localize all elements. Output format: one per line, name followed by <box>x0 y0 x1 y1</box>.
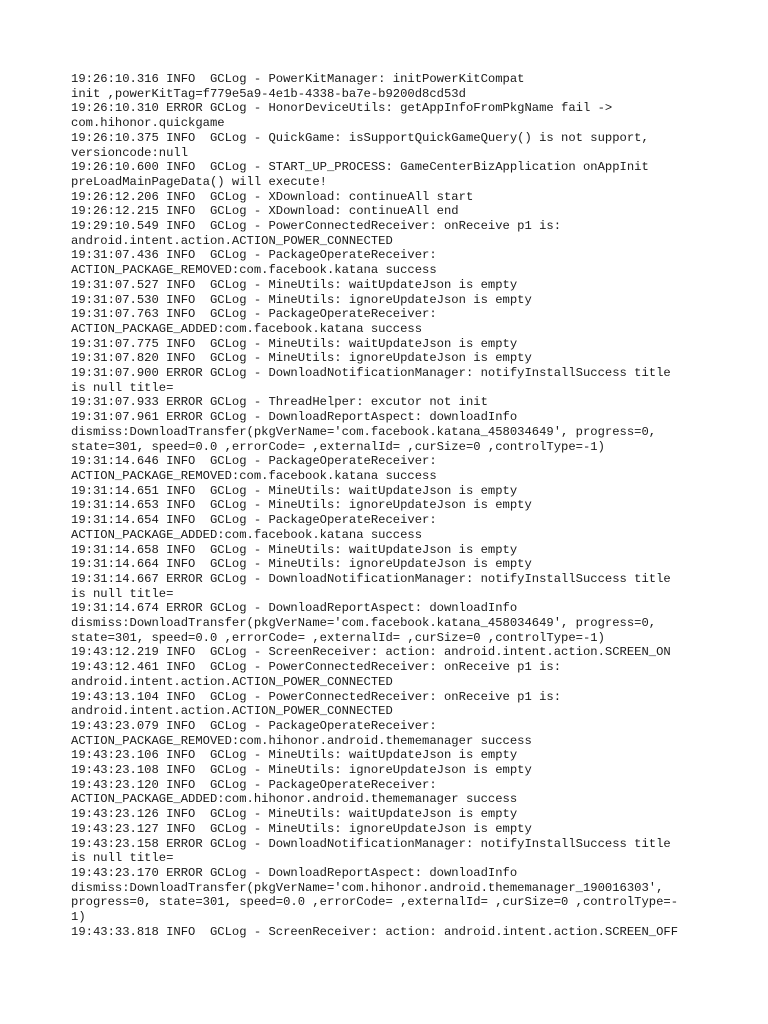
log-line: 19:26:10.316 INFO GCLog - PowerKitManager: initPowerKitCompat <box>71 72 525 86</box>
log-line: 19:43:13.104 INFO GCLog - PowerConnectedReceiver: onReceive p1 is: <box>71 689 562 704</box>
log-line: ACTION_PACKAGE_REMOVED:com.facebook.katana success <box>71 263 437 278</box>
log-line: 19:43:23.120 INFO GCLog - PackageOperateReceiver: <box>71 777 437 792</box>
log-line: 19:31:07.527 INFO GCLog - MineUtils: waitUpdateJson is empty <box>71 277 518 292</box>
log-line: 19:43:23.106 INFO GCLog - MineUtils: waitUpdateJson is empty <box>71 748 518 763</box>
log-line: 19:43:12.461 INFO GCLog - PowerConnectedReceiver: onReceive p1 is: <box>71 660 562 675</box>
log-line: 19:31:07.530 INFO GCLog - MineUtils: ignoreUpdateJson is empty <box>71 292 532 307</box>
log-line: 19:31:07.961 ERROR GCLog - DownloadReportAspect: downloadInfo <box>71 410 518 425</box>
log-line: 19:31:07.900 ERROR GCLog - DownloadNotificationManager: notifyInstallSuccess title <box>71 366 671 381</box>
log-line: 19:31:07.775 INFO GCLog - MineUtils: waitUpdateJson is empty <box>71 336 518 351</box>
log-line: is null title= <box>71 380 174 395</box>
log-line: 19:43:23.158 ERROR GCLog - DownloadNotificationManager: notifyInstallSuccess title <box>71 836 671 851</box>
log-line: 19:43:12.219 INFO GCLog - ScreenReceiver: action: android.intent.action.SCREEN_ON <box>71 645 671 660</box>
log-line: 19:43:23.126 INFO GCLog - MineUtils: waitUpdateJson is empty <box>71 807 518 822</box>
log-line: 19:31:07.763 INFO GCLog - PackageOperateReceiver: <box>71 307 437 322</box>
log-line: 19:26:10.375 INFO GCLog - QuickGame: isSupportQuickGameQuery() is not support, <box>71 130 649 145</box>
log-line: android.intent.action.ACTION_POWER_CONNECTED <box>71 704 393 719</box>
log-line: 19:31:14.653 INFO GCLog - MineUtils: ignoreUpdateJson is empty <box>71 498 532 513</box>
log-line: 19:26:12.215 INFO GCLog - XDownload: continueAll end <box>71 204 459 219</box>
log-line: dismiss:DownloadTransfer(pkgVerName='com.facebook.katana_458034649', progress=0, <box>71 616 657 631</box>
log-line: 19:31:14.651 INFO GCLog - MineUtils: waitUpdateJson is empty <box>71 483 518 498</box>
log-line: 19:43:33.818 INFO GCLog - ScreenReceiver: action: android.intent.action.SCREEN_OFF <box>71 924 679 939</box>
log-line: 19:31:14.658 INFO GCLog - MineUtils: waitUpdateJson is empty <box>71 542 518 557</box>
log-line: ACTION_PACKAGE_ADDED:com.facebook.katana success <box>71 321 423 336</box>
log-line: 1) <box>71 910 86 925</box>
log-line: ACTION_PACKAGE_REMOVED:com.hihonor.android.thememanager success <box>71 733 532 748</box>
log-line: 19:31:14.674 ERROR GCLog - DownloadReportAspect: downloadInfo <box>71 601 518 616</box>
log-text <box>71 72 701 939</box>
log-line: dismiss:DownloadTransfer(pkgVerName='com.facebook.katana_458034649', progress=0, <box>71 424 657 439</box>
log-line: 19:26:10.310 ERROR GCLog - HonorDeviceUtils: getAppInfoFromPkgName fail -> <box>71 101 613 116</box>
log-line: progress=0, state=301, speed=0.0 ,errorCode= ,externalId= ,curSize=0 ,controlType=- <box>71 895 679 910</box>
log-line: preLoadMainPageData() will execute! <box>71 174 327 189</box>
log-line: 19:26:12.206 INFO GCLog - XDownload: continueAll start <box>71 189 474 204</box>
log-line: init ,powerKitTag=f779e5a9-4e1b-4338-ba7e-b9200d8cd53d <box>71 86 466 101</box>
log-line: 19:31:07.436 INFO GCLog - PackageOperateReceiver: <box>71 248 437 263</box>
log-line: 19:31:14.646 INFO GCLog - PackageOperateReceiver: <box>71 454 437 469</box>
log-line: 19:31:14.667 ERROR GCLog - DownloadNotificationManager: notifyInstallSuccess title <box>71 571 671 586</box>
log-line: android.intent.action.ACTION_POWER_CONNECTED <box>71 233 393 248</box>
log-line: com.hihonor.quickgame <box>71 116 225 131</box>
log-line: ACTION_PACKAGE_ADDED:com.hihonor.android.thememanager success <box>71 792 518 807</box>
log-line: 19:31:07.933 ERROR GCLog - ThreadHelper: excutor not init <box>71 395 488 410</box>
log-line: 19:31:07.820 INFO GCLog - MineUtils: ignoreUpdateJson is empty <box>71 351 532 366</box>
log-line: 19:31:14.664 INFO GCLog - MineUtils: ignoreUpdateJson is empty <box>71 557 532 572</box>
log-line: is null title= <box>71 586 174 601</box>
log-line: 19:29:10.549 INFO GCLog - PowerConnectedReceiver: onReceive p1 is: <box>71 219 562 234</box>
log-line: versioncode:null <box>71 145 189 160</box>
log-line: dismiss:DownloadTransfer(pkgVerName='com.hihonor.android.thememanager_190016303', <box>71 880 664 895</box>
log-line: 19:26:10.600 INFO GCLog - START_UP_PROCESS: GameCenterBizApplication onAppInit <box>71 160 649 175</box>
log-line: 19:43:23.127 INFO GCLog - MineUtils: ignoreUpdateJson is empty <box>71 821 532 836</box>
log-line: 19:43:23.108 INFO GCLog - MineUtils: ignoreUpdateJson is empty <box>71 763 532 778</box>
log-line: 19:31:14.654 INFO GCLog - PackageOperateReceiver: <box>71 513 437 528</box>
log-line: ACTION_PACKAGE_ADDED:com.facebook.katana success <box>71 527 423 542</box>
log-line: android.intent.action.ACTION_POWER_CONNECTED <box>71 674 393 689</box>
log-line: ACTION_PACKAGE_REMOVED:com.facebook.katana success <box>71 468 437 483</box>
log-line: is null title= <box>71 851 174 866</box>
log-line: 19:43:23.079 INFO GCLog - PackageOperateReceiver: <box>71 718 437 733</box>
log-line: state=301, speed=0.0 ,errorCode= ,externalId= ,curSize=0 ,controlType=-1) <box>71 630 605 645</box>
log-line: state=301, speed=0.0 ,errorCode= ,externalId= ,curSize=0 ,controlType=-1) <box>71 439 605 454</box>
log-line: 19:43:23.170 ERROR GCLog - DownloadReportAspect: downloadInfo <box>71 865 518 880</box>
